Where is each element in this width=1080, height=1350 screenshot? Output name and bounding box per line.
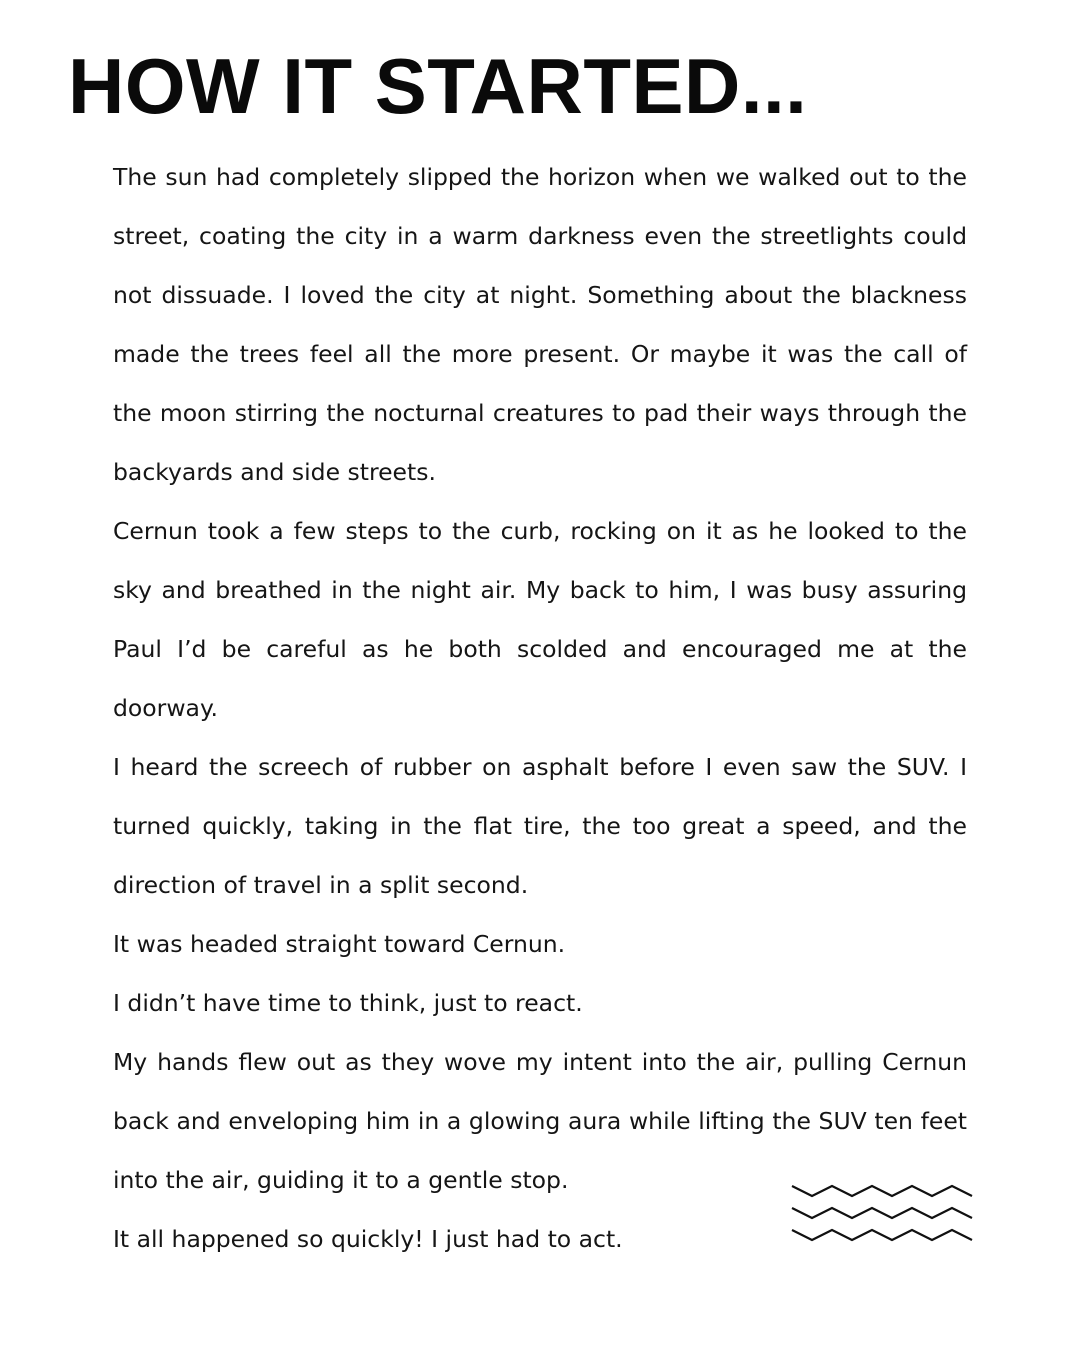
paragraph-7: It all happened so quickly! I just had to act. (113, 1225, 623, 1253)
page-title: HOW IT STARTED... (68, 42, 808, 130)
paragraph-5: I didn’t have time to think, just to react. (113, 989, 583, 1017)
zigzag-line-1 (792, 1186, 972, 1196)
zigzag-line-3 (792, 1230, 972, 1240)
zigzag-line-2 (792, 1208, 972, 1218)
paragraph-2: Cernun took a few steps to the curb, rocking on it as he looked to the sky and breathed in the night air. My back to him, I was busy assuring Paul I’d be careful as he both scolded and encouraged me at the doorway. (113, 517, 967, 722)
zigzag-lines-icon (790, 1180, 974, 1244)
paragraph-3: I heard the screech of rubber on asphalt before I even saw the SUV. I turned quickly, taking in the flat tire, the too great a speed, and the direction of travel in a split second. (113, 753, 967, 899)
story-body (113, 148, 967, 1269)
paragraph-4: It was headed straight toward Cernun. (113, 930, 566, 958)
paragraph-6: My hands flew out as they wove my intent into the air, pulling Cernun back and enveloping him in a glowing aura while lifting the SUV ten feet into the air, guiding it to a gentle stop. (113, 1048, 967, 1194)
paragraph-1: The sun had completely slipped the horizon when we walked out to the street, coating the city in a warm darkness even the streetlights could not dissuade. I loved the city at night. Something about the blackness made the trees feel all the more present. Or maybe it was the call of the moon stirring the nocturnal creatures to pad their ways through the backyards and side streets. (113, 163, 967, 486)
